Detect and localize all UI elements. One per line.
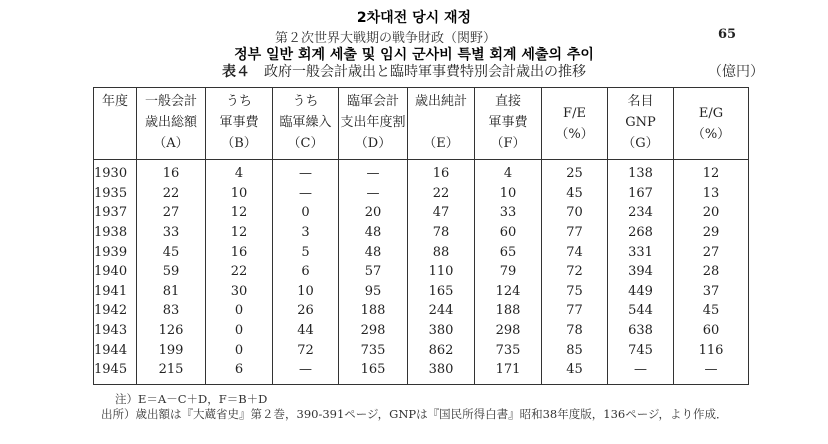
value-cell: 79 bbox=[475, 262, 542, 282]
value-cell: 22 bbox=[408, 184, 475, 204]
value-cell: 25 bbox=[542, 160, 608, 184]
value-cell: 394 bbox=[608, 262, 674, 282]
value-cell: 29 bbox=[674, 223, 749, 243]
value-cell: 20 bbox=[339, 203, 408, 223]
value-cell: 110 bbox=[408, 262, 475, 282]
value-cell: 0 bbox=[206, 301, 273, 321]
col-header-fe: F/E （%） bbox=[542, 88, 608, 160]
value-cell: 3 bbox=[273, 223, 339, 243]
year-cell: 1939 bbox=[94, 242, 137, 262]
running-head: 第２次世界大戦期の戦争財政（関野） bbox=[275, 31, 497, 46]
value-cell: 60 bbox=[674, 321, 749, 341]
value-cell: 45 bbox=[542, 184, 608, 204]
value-cell: 380 bbox=[408, 360, 475, 384]
value-cell: 48 bbox=[339, 242, 408, 262]
value-cell: 234 bbox=[608, 203, 674, 223]
year-cell: 1937 bbox=[94, 203, 137, 223]
value-cell: 4 bbox=[206, 160, 273, 184]
table-row bbox=[94, 184, 749, 204]
value-cell: 77 bbox=[542, 223, 608, 243]
value-cell: 0 bbox=[206, 321, 273, 341]
year-cell: 1938 bbox=[94, 223, 137, 243]
value-cell: — bbox=[273, 160, 339, 184]
table-row bbox=[94, 203, 749, 223]
table-row bbox=[94, 160, 749, 184]
value-cell: 10 bbox=[206, 184, 273, 204]
value-cell: 74 bbox=[542, 242, 608, 262]
value-cell: 10 bbox=[273, 282, 339, 302]
col-header-g: 名目 GNP （G） bbox=[608, 88, 674, 160]
value-cell: 165 bbox=[408, 282, 475, 302]
value-cell: 81 bbox=[137, 282, 206, 302]
value-cell: 0 bbox=[273, 203, 339, 223]
value-cell: 188 bbox=[475, 301, 542, 321]
col-header-eg: E/G （%） bbox=[674, 88, 749, 160]
table-row bbox=[94, 321, 749, 341]
value-cell: 78 bbox=[408, 223, 475, 243]
value-cell: 45 bbox=[137, 242, 206, 262]
value-cell: 30 bbox=[206, 282, 273, 302]
value-cell: 33 bbox=[475, 203, 542, 223]
year-cell: 1940 bbox=[94, 262, 137, 282]
unit-label: （億円） bbox=[708, 64, 764, 80]
value-cell: 59 bbox=[137, 262, 206, 282]
value-cell: 88 bbox=[408, 242, 475, 262]
value-cell: 16 bbox=[408, 160, 475, 184]
value-cell: 126 bbox=[137, 321, 206, 341]
year-cell: 1945 bbox=[94, 360, 137, 384]
table-row bbox=[94, 282, 749, 302]
value-cell: 95 bbox=[339, 282, 408, 302]
year-cell: 1944 bbox=[94, 340, 137, 360]
value-cell: 12 bbox=[206, 203, 273, 223]
value-cell: — bbox=[273, 360, 339, 384]
col-header-d: 臨軍会計 支出年度割 （D） bbox=[339, 88, 408, 160]
value-cell: 16 bbox=[206, 242, 273, 262]
table-row bbox=[94, 262, 749, 282]
value-cell: 27 bbox=[137, 203, 206, 223]
value-cell: 298 bbox=[339, 321, 408, 341]
value-cell: 70 bbox=[542, 203, 608, 223]
table-row bbox=[94, 223, 749, 243]
value-cell: — bbox=[608, 360, 674, 384]
value-cell: 331 bbox=[608, 242, 674, 262]
col-header-e: 歳出純計 （E） bbox=[408, 88, 475, 160]
col-header-b: うち 軍事費 （B） bbox=[206, 88, 273, 160]
value-cell: 20 bbox=[674, 203, 749, 223]
table-source: 出所）歳出額は『大蔵省史』第２巻，390-391ページ，GNPは『国民所得白書』昭和38年度版，136ページ，より作成． bbox=[101, 407, 728, 421]
value-cell: 78 bbox=[542, 321, 608, 341]
value-cell: 77 bbox=[542, 301, 608, 321]
value-cell: 33 bbox=[137, 223, 206, 243]
value-cell: 85 bbox=[542, 340, 608, 360]
table-caption bbox=[222, 61, 586, 81]
col-header-year: 年度 bbox=[94, 88, 137, 160]
value-cell: 22 bbox=[137, 184, 206, 204]
value-cell: 27 bbox=[674, 242, 749, 262]
col-header-f: 直接 軍事費 （F） bbox=[475, 88, 542, 160]
table-row bbox=[94, 242, 749, 262]
value-cell: 57 bbox=[339, 262, 408, 282]
year-cell: 1943 bbox=[94, 321, 137, 341]
value-cell: 268 bbox=[608, 223, 674, 243]
value-cell: 171 bbox=[475, 360, 542, 384]
table-row bbox=[94, 340, 749, 360]
value-cell: 4 bbox=[475, 160, 542, 184]
year-cell: 1942 bbox=[94, 301, 137, 321]
value-cell: 45 bbox=[542, 360, 608, 384]
table-note: 注）E＝A－C＋D，F＝B＋D bbox=[115, 392, 268, 406]
value-cell: 165 bbox=[339, 360, 408, 384]
value-cell: 544 bbox=[608, 301, 674, 321]
year-cell: 1930 bbox=[94, 160, 137, 184]
value-cell: 45 bbox=[674, 301, 749, 321]
table-label: 表４ bbox=[222, 64, 250, 80]
value-cell: 244 bbox=[408, 301, 475, 321]
value-cell: — bbox=[339, 160, 408, 184]
value-cell: 83 bbox=[137, 301, 206, 321]
value-cell: 638 bbox=[608, 321, 674, 341]
value-cell: 47 bbox=[408, 203, 475, 223]
value-cell: — bbox=[674, 360, 749, 384]
value-cell: 75 bbox=[542, 282, 608, 302]
value-cell: 16 bbox=[137, 160, 206, 184]
value-cell: 26 bbox=[273, 301, 339, 321]
value-cell: 13 bbox=[674, 184, 749, 204]
page-number: 65 bbox=[718, 27, 737, 42]
value-cell: 28 bbox=[674, 262, 749, 282]
value-cell: 12 bbox=[206, 223, 273, 243]
value-cell: 199 bbox=[137, 340, 206, 360]
value-cell: 5 bbox=[273, 242, 339, 262]
value-cell: 10 bbox=[475, 184, 542, 204]
col-header-c: うち 臨軍繰入 （C） bbox=[273, 88, 339, 160]
value-cell: 745 bbox=[608, 340, 674, 360]
value-cell: 380 bbox=[408, 321, 475, 341]
value-cell: 862 bbox=[408, 340, 475, 360]
value-cell: 65 bbox=[475, 242, 542, 262]
value-cell: — bbox=[273, 184, 339, 204]
value-cell: 124 bbox=[475, 282, 542, 302]
value-cell: 116 bbox=[674, 340, 749, 360]
korean-page-title: 2차대전 당시 재정 bbox=[356, 10, 472, 26]
value-cell: 138 bbox=[608, 160, 674, 184]
table-header-row bbox=[94, 88, 749, 160]
value-cell: 60 bbox=[475, 223, 542, 243]
value-cell: 0 bbox=[206, 340, 273, 360]
value-cell: 12 bbox=[674, 160, 749, 184]
value-cell: — bbox=[339, 184, 408, 204]
value-cell: 167 bbox=[608, 184, 674, 204]
value-cell: 215 bbox=[137, 360, 206, 384]
value-cell: 6 bbox=[273, 262, 339, 282]
fiscal-table bbox=[93, 87, 749, 385]
year-cell: 1935 bbox=[94, 184, 137, 204]
value-cell: 188 bbox=[339, 301, 408, 321]
table-row bbox=[94, 301, 749, 321]
value-cell: 298 bbox=[475, 321, 542, 341]
col-header-a: 一般会計 歳出総額 （A） bbox=[137, 88, 206, 160]
korean-table-title: 정부 일반 회계 세출 및 임시 군사비 특별 회계 세출의 추이 bbox=[234, 47, 594, 63]
value-cell: 735 bbox=[339, 340, 408, 360]
value-cell: 72 bbox=[273, 340, 339, 360]
value-cell: 72 bbox=[542, 262, 608, 282]
table-caption-text: 政府一般会計歳出と臨時軍事費特別会計歳出の推移 bbox=[264, 64, 586, 80]
value-cell: 449 bbox=[608, 282, 674, 302]
value-cell: 22 bbox=[206, 262, 273, 282]
year-cell: 1941 bbox=[94, 282, 137, 302]
value-cell: 37 bbox=[674, 282, 749, 302]
value-cell: 6 bbox=[206, 360, 273, 384]
table-row bbox=[94, 360, 749, 384]
value-cell: 735 bbox=[475, 340, 542, 360]
value-cell: 48 bbox=[339, 223, 408, 243]
value-cell: 44 bbox=[273, 321, 339, 341]
